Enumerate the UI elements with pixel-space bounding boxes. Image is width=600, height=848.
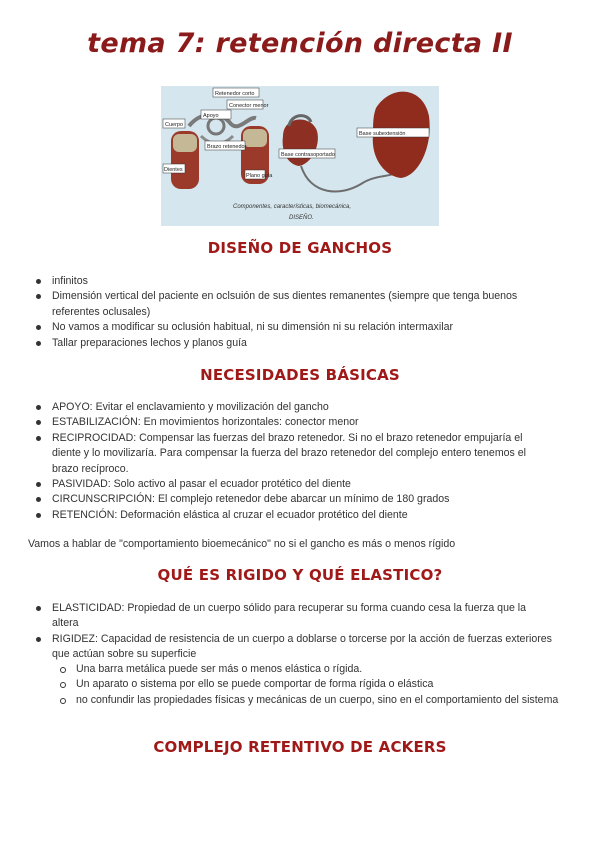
list-item: CIRCUNSCRIPCIÓN: El complejo retenedor debe abarcar un mínimo de 180 grados (34, 492, 554, 507)
list-item: Tallar preparaciones lechos y planos guía (34, 336, 554, 351)
label-retention: Retenedor corto (215, 91, 255, 97)
label-apoyo: Apoyo (203, 113, 219, 119)
list-item: ESTABILIZACIÓN: En movimientos horizontales: conector menor (34, 415, 554, 430)
heading-rigido: QUÉ ES RIGIDO Y QUÉ ELASTICO? (157, 566, 443, 584)
list-item: APOYO: Evitar el enclavamiento y movilización del gancho (34, 400, 554, 415)
list-item: infinitos (34, 274, 554, 289)
list-diseno (34, 274, 554, 351)
list-item: PASIVIDAD: Solo activo al pasar el ecuador protético del diente (34, 477, 554, 492)
heading-diseno: DISEÑO DE GANCHOS (207, 239, 393, 257)
list-item: RECIPROCIDAD: Compensar las fuerzas del brazo retenedor. Si no el brazo retenedor empujaría el diente y lo movilizaría. Para compensar la fuerza del brazo retenedor del complejo entero tenemos el brazo recíproco. (34, 431, 554, 477)
label-base-sub: Base subextensión (359, 131, 406, 137)
list-item: ELASTICIDAD: Propiedad de un cuerpo sólido para recuperar su forma cuando cesa la fuerza que la altera (34, 601, 554, 632)
label-base-contra: Base contrasoportado (281, 152, 335, 158)
label-plano: Plano guía (246, 173, 273, 179)
list-item: RIGIDEZ: Capacidad de resistencia de un cuerpo a doblarse o torcerse por la acción de fuerzas exteriores que actúan sobre su superficie (34, 632, 554, 663)
sublist-rigidez (58, 662, 566, 708)
list-item: Dimensión vertical del paciente en oclsuión de sus dientes remanentes (siempre que tenga buenos referentes oclusales) (34, 289, 554, 320)
list-item: No vamos a modificar su oclusión habitual, ni su dimensión ni su relación intermaxilar (34, 320, 554, 335)
diagram-photo (161, 86, 439, 226)
clasp-diagram-illustration (161, 86, 439, 226)
figure-caption-line1: Componentes, características, biomecánica, (233, 204, 352, 210)
label-brazo: Brazo retenedor (207, 144, 247, 150)
sub-list-item: Una barra metálica puede ser más o menos elástica o rígida. (58, 662, 566, 677)
heading-necesidades: NECESIDADES BÁSICAS (200, 366, 400, 384)
label-cuerpo: Cuerpo (165, 122, 184, 128)
figure-caption-line2: DISEÑO. (289, 215, 314, 221)
page-title: tema 7: retención directa II (87, 28, 513, 59)
label-dientes: Dientes (164, 167, 183, 173)
list-necesidades (34, 400, 554, 523)
sub-list-item: Un aparato o sistema por ello se puede comportar de forma rígida o elástica (58, 677, 566, 692)
sub-list-item: no confundir las propiedades físicas y mecánicas de un cuerpo, sino en el comportamiento del sistema (58, 693, 566, 708)
label-opposite: Conector menor (229, 103, 269, 109)
heading-ackers: COMPLEJO RETENTIVO DE ACKERS (153, 738, 447, 756)
paragraph-comportamiento: Vamos a hablar de "comportamiento bioemecánico" no si el gancho es más o menos rígido (28, 538, 456, 550)
list-item: RETENCIÓN: Deformación elástica al cruzar el ecuador protético del diente (34, 508, 554, 523)
list-rigido (34, 601, 554, 663)
